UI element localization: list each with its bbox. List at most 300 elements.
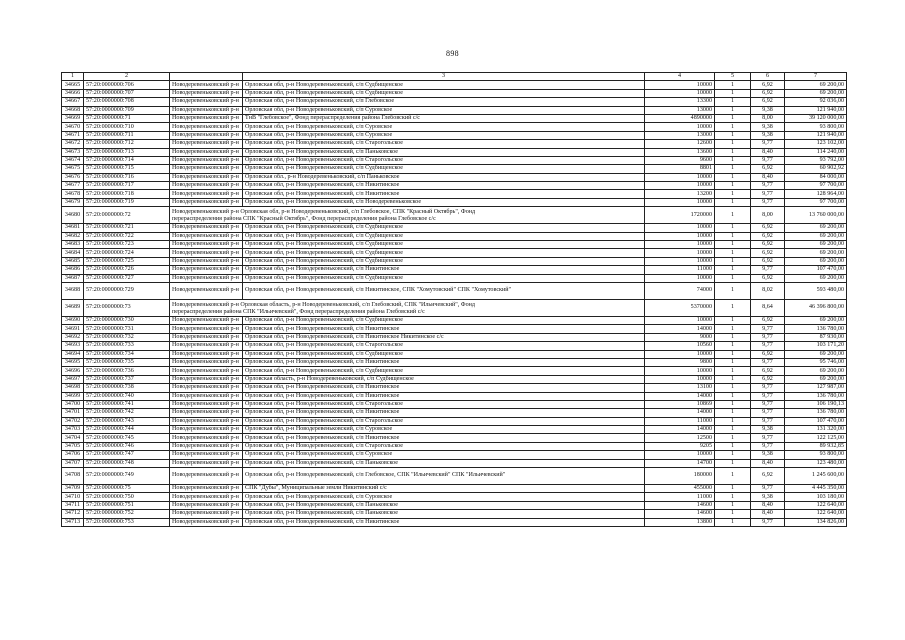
rate-cell: 6,92 (751, 468, 785, 485)
area-cell: 14700 (645, 459, 715, 467)
rate-cell: 9,38 (751, 426, 785, 434)
address-cell: Орловская область, р-н Новодеревеньковский, с/п Судбищенское (243, 375, 645, 383)
table-row (62, 392, 847, 400)
share-cell: 1 (715, 400, 751, 408)
row-number-cell: 34695 (62, 358, 84, 366)
share-cell: 1 (715, 114, 751, 122)
rate-cell: 6,92 (751, 274, 785, 282)
table-row (62, 165, 847, 173)
share-cell: 1 (715, 459, 751, 467)
area-cell: 13100 (645, 384, 715, 392)
row-number-cell: 34689 (62, 299, 84, 316)
rate-cell: 8,40 (751, 148, 785, 156)
share-cell: 1 (715, 384, 751, 392)
table-row (62, 325, 847, 333)
rate-cell: 9,77 (751, 409, 785, 417)
rate-cell: 9,77 (751, 266, 785, 274)
cadastral-number-cell: 57:20:0000000:740 (84, 392, 170, 400)
rate-cell: 9,38 (751, 131, 785, 139)
district-name-cell: Новодеревеньковский р-н (170, 316, 243, 324)
address-cell: Орловская обл, р-н Новодеревеньковский, с/п Суровское (243, 106, 645, 114)
rate-cell: 9,38 (751, 123, 785, 131)
district-name-cell: Новодеревеньковский р-н (170, 510, 243, 518)
cadastral-number-cell: 57:20:0000000:738 (84, 384, 170, 392)
address-cell: Орловская обл, р-н Новодеревеньковский, с/п Никитинское (243, 518, 645, 526)
rate-cell: 6,92 (751, 316, 785, 324)
area-cell: 1720000 (645, 207, 715, 224)
address-cell: Орловская обл, р-н Новодеревеньковский, с/п Судбищенское (243, 224, 645, 232)
row-number-cell: 34697 (62, 375, 84, 383)
area-cell: 14000 (645, 426, 715, 434)
cadastral-number-cell: 57:20:0000000:708 (84, 98, 170, 106)
row-number-cell: 34676 (62, 173, 84, 181)
row-number-cell: 34678 (62, 190, 84, 198)
cadastral-value-cell: 60 902,92 (785, 165, 847, 173)
share-cell: 1 (715, 392, 751, 400)
cadastral-number-cell: 57:20:0000000:745 (84, 434, 170, 442)
area-cell: 13600 (645, 148, 715, 156)
share-cell: 1 (715, 510, 751, 518)
share-cell: 1 (715, 241, 751, 249)
table-row (62, 367, 847, 375)
table-row (62, 257, 847, 265)
share-cell: 1 (715, 325, 751, 333)
cadastral-value-cell: 131 320,00 (785, 426, 847, 434)
cadastral-value-cell: 87 930,00 (785, 333, 847, 341)
cadastral-value-cell: 106 190,13 (785, 400, 847, 408)
row-number-cell: 34667 (62, 98, 84, 106)
share-cell: 1 (715, 282, 751, 299)
cadastral-value-cell: 69 200,00 (785, 257, 847, 265)
district-name-cell: Новодеревеньковский р-н (170, 232, 243, 240)
area-cell: 10000 (645, 451, 715, 459)
cadastral-value-cell: 95 746,00 (785, 358, 847, 366)
share-cell: 1 (715, 123, 751, 131)
rate-cell: 6,92 (751, 165, 785, 173)
cadastral-number-cell: 57:20:0000000:717 (84, 182, 170, 190)
cadastral-number-cell: 57:20:0000000:731 (84, 325, 170, 333)
district-name-cell: Новодеревеньковский р-н (170, 190, 243, 198)
cadastral-value-cell: 93 800,00 (785, 451, 847, 459)
address-cell: Орловская обл, р-н Новодеревеньковский, с/п Глебовское (243, 98, 645, 106)
district-name-cell (170, 207, 645, 224)
cadastral-value-cell: 136 780,00 (785, 392, 847, 400)
area-cell: 4890000 (645, 114, 715, 122)
area-cell: 10000 (645, 198, 715, 206)
share-cell: 1 (715, 451, 751, 459)
rate-cell: 9,77 (751, 325, 785, 333)
address-cell: Орловская обл, р-н Новодеревеньковский, с/п Суровское (243, 451, 645, 459)
column-header: 7 (785, 73, 847, 81)
area-cell: 9800 (645, 358, 715, 366)
table-row (62, 350, 847, 358)
district-name-cell: Новодеревеньковский р-н (170, 501, 243, 509)
rate-cell: 9,77 (751, 156, 785, 164)
share-cell: 1 (715, 426, 751, 434)
area-cell: 12500 (645, 434, 715, 442)
table-row (62, 81, 847, 89)
address-cell: Орловская обл, р-н Новодеревеньковский, с/п Судбищенское (243, 249, 645, 257)
row-number-cell: 34710 (62, 493, 84, 501)
cadastral-number-cell: 57:20:0000000:748 (84, 459, 170, 467)
rate-cell: 6,92 (751, 375, 785, 383)
cadastral-number-cell: 57:20:0000000:741 (84, 400, 170, 408)
address-cell: Орловская обл, р-н Новодеревеньковский, с/п Старогольское (243, 156, 645, 164)
district-name-cell: Новодеревеньковский р-н (170, 459, 243, 467)
share-cell: 1 (715, 417, 751, 425)
table-row (62, 190, 847, 198)
row-number-cell: 34680 (62, 207, 84, 224)
area-cell: 74000 (645, 282, 715, 299)
address-cell: Орловская обл, р-н Новодеревеньковский, с/п Паньковское (243, 510, 645, 518)
table-row (62, 274, 847, 282)
district-name-cell: Новодеревеньковский р-н (170, 384, 243, 392)
row-number-cell: 34692 (62, 333, 84, 341)
cadastral-value-cell: 69 200,00 (785, 350, 847, 358)
cadastral-value-cell: 93 792,00 (785, 156, 847, 164)
table-row (62, 224, 847, 232)
address-cell: Орловская обл, р-н Новодеревеньковский, с/п Старогольское (243, 140, 645, 148)
share-cell: 1 (715, 98, 751, 106)
cadastral-number-cell: 57:20:0000000:736 (84, 367, 170, 375)
cadastral-number-cell: 57:20:0000000:735 (84, 358, 170, 366)
cadastral-number-cell: 57:20:0000000:715 (84, 165, 170, 173)
rate-cell: 6,92 (751, 224, 785, 232)
cadastral-value-cell: 97 700,00 (785, 182, 847, 190)
cadastral-number-cell: 57:20:0000000:743 (84, 417, 170, 425)
rate-cell: 6,92 (751, 241, 785, 249)
cadastral-number-cell: 57:20:0000000:734 (84, 350, 170, 358)
cadastral-value-cell: 122 640,00 (785, 510, 847, 518)
district-name-cell: Новодеревеньковский р-н (170, 468, 243, 485)
cadastral-value-cell: 1 245 600,00 (785, 468, 847, 485)
cadastral-number-cell: 57:20:0000000:721 (84, 224, 170, 232)
address-cell: Орловская обл, р-н Новодеревеньковский, с/п Паньковское (243, 501, 645, 509)
share-cell: 1 (715, 89, 751, 97)
row-number-cell: 34666 (62, 89, 84, 97)
area-cell: 12600 (645, 140, 715, 148)
address-cell: Орловская обл, р-н Новодеревеньковский, с/п Никитинское (243, 325, 645, 333)
area-cell: 11000 (645, 417, 715, 425)
cadastral-value-cell: 97 700,00 (785, 198, 847, 206)
table-row (62, 232, 847, 240)
address-cell: Орловская обл, р-н Новодеревеньковский, с/п Глебовское, СПК "Ильичевский" СПК "Ильичевский" (243, 468, 645, 485)
rate-cell: 9,77 (751, 518, 785, 526)
cadastral-value-cell: 69 200,00 (785, 224, 847, 232)
district-name-cell: Новодеревеньковский р-н (170, 98, 243, 106)
cadastral-value-cell: 123 102,00 (785, 140, 847, 148)
column-header: 3 (243, 73, 645, 81)
address-cell: Орловская обл, р-н Новодеревеньковский, с/п Судбищенское (243, 274, 645, 282)
area-cell: 9600 (645, 156, 715, 164)
area-cell: 14600 (645, 510, 715, 518)
address-cell: Орловская обл, р-н Новодеревеньковский, с/п Паньковское (243, 459, 645, 467)
cadastral-number-cell: 57:20:0000000:710 (84, 123, 170, 131)
cadastral-number-cell: 57:20:0000000:730 (84, 316, 170, 324)
share-cell: 1 (715, 350, 751, 358)
table-header-row (62, 73, 847, 81)
district-name: Новодеревеньковский р-н (172, 208, 239, 215)
share-cell: 1 (715, 375, 751, 383)
cadastral-value-cell: 122 640,00 (785, 501, 847, 509)
cadastral-number-cell: 57:20:0000000:719 (84, 198, 170, 206)
rate-cell: 9,77 (751, 198, 785, 206)
share-cell: 1 (715, 81, 751, 89)
cadastral-value-cell: 114 240,00 (785, 148, 847, 156)
share-cell: 1 (715, 434, 751, 442)
rate-cell: 8,64 (751, 299, 785, 316)
address-cell: Орловская обл, р-н Новодеревеньковский, с/п Судбищенское (243, 89, 645, 97)
district-name-cell: Новодеревеньковский р-н (170, 249, 243, 257)
cadastral-value-cell: 128 964,00 (785, 190, 847, 198)
cadastral-value-cell: 13 760 000,00 (785, 207, 847, 224)
share-cell: 1 (715, 106, 751, 114)
table-row (62, 417, 847, 425)
row-number-cell: 34673 (62, 148, 84, 156)
share-cell: 1 (715, 165, 751, 173)
share-cell: 1 (715, 224, 751, 232)
cadastral-number-cell: 57:20:0000000:706 (84, 81, 170, 89)
district-name-cell: Новодеревеньковский р-н (170, 442, 243, 450)
rate-cell: 6,92 (751, 350, 785, 358)
cadastral-value-cell: 69 200,00 (785, 81, 847, 89)
table-row (62, 384, 847, 392)
share-cell: 1 (715, 333, 751, 341)
address-continuation: перераспределения района СПК "Ильичевский", Фонд перераспределения района Глебовский с/с (172, 308, 425, 315)
share-cell: 1 (715, 190, 751, 198)
district-name-cell: Новодеревеньковский р-н (170, 165, 243, 173)
cadastral-value-cell: 69 200,00 (785, 367, 847, 375)
cadastral-value-cell: 93 800,00 (785, 123, 847, 131)
district-name-cell: Новодеревеньковский р-н (170, 148, 243, 156)
table-row (62, 468, 847, 485)
cadastral-number-cell: 57:20:0000000:752 (84, 510, 170, 518)
area-cell: 10000 (645, 274, 715, 282)
address-cell: Орловская обл, р-н Новодеревеньковский, с/п Судбищенское (243, 350, 645, 358)
address-cell: Орловская обл, р-н Новодеревеньковский, с/п Судбищенское (243, 241, 645, 249)
address-cell: Орловская обл, р-н Новодеревеньковский, с/п Никитинское (243, 358, 645, 366)
cadastral-value-cell: 122 125,00 (785, 434, 847, 442)
district-name-cell: Новодеревеньковский р-н (170, 224, 243, 232)
rate-cell: 9,38 (751, 106, 785, 114)
table-row (62, 299, 847, 316)
table-row (62, 434, 847, 442)
area-cell: 10000 (645, 249, 715, 257)
row-number-cell: 34674 (62, 156, 84, 164)
cadastral-value-cell: 69 200,00 (785, 249, 847, 257)
cadastral-value-cell: 69 200,00 (785, 89, 847, 97)
rate-cell: 9,77 (751, 392, 785, 400)
cadastral-value-cell: 107 470,00 (785, 266, 847, 274)
table-row (62, 98, 847, 106)
row-number-cell: 34686 (62, 266, 84, 274)
area-cell: 9205 (645, 442, 715, 450)
cadastral-number-cell: 57:20:0000000:73 (84, 299, 170, 316)
rate-cell: 9,77 (751, 358, 785, 366)
table-row (62, 106, 847, 114)
share-cell: 1 (715, 257, 751, 265)
share-cell: 1 (715, 266, 751, 274)
cadastral-number-cell: 57:20:0000000:71 (84, 114, 170, 122)
share-cell: 1 (715, 358, 751, 366)
table-row (62, 501, 847, 509)
rate-cell: 9,77 (751, 140, 785, 148)
area-cell: 9000 (645, 333, 715, 341)
area-cell: 10000 (645, 81, 715, 89)
row-number-cell: 34690 (62, 316, 84, 324)
district-name-cell: Новодеревеньковский р-н (170, 400, 243, 408)
cadastral-value-cell: 107 470,00 (785, 417, 847, 425)
column-header: 6 (751, 73, 785, 81)
rate-cell: 9,77 (751, 384, 785, 392)
district-name-cell: Новодеревеньковский р-н (170, 409, 243, 417)
district-name-cell: Новодеревеньковский р-н (170, 156, 243, 164)
share-cell: 1 (715, 442, 751, 450)
cadastral-number-cell: 57:20:0000000:716 (84, 173, 170, 181)
district-name-cell: Новодеревеньковский р-н (170, 493, 243, 501)
share-cell: 1 (715, 485, 751, 493)
share-cell: 1 (715, 207, 751, 224)
row-number-cell: 34665 (62, 81, 84, 89)
table-row (62, 123, 847, 131)
district-name-cell: Новодеревеньковский р-н (170, 417, 243, 425)
row-number-cell: 34684 (62, 249, 84, 257)
table-row (62, 316, 847, 324)
table-row (62, 266, 847, 274)
table-row (62, 182, 847, 190)
cadastral-number-cell: 57:20:0000000:72 (84, 207, 170, 224)
table-row (62, 249, 847, 257)
address-cell: Орловская обл, р-н Новодеревеньковский, с/п Никитинское (243, 266, 645, 274)
row-number-cell: 34691 (62, 325, 84, 333)
table-row (62, 207, 847, 224)
column-header: 1 (62, 73, 84, 81)
page-number: 898 (446, 49, 459, 58)
share-cell: 1 (715, 198, 751, 206)
rate-cell: 8,02 (751, 282, 785, 299)
cadastral-value-cell: 89 932,85 (785, 442, 847, 450)
cadastral-number-cell: 57:20:0000000:712 (84, 140, 170, 148)
district-name-cell: Новодеревеньковский р-н (170, 342, 243, 350)
area-cell: 11000 (645, 493, 715, 501)
share-cell: 1 (715, 367, 751, 375)
address-cell: Орловская обл, р-н Новодеревеньковский, с/п Никитинское (243, 182, 645, 190)
district-name-cell: Новодеревеньковский р-н (170, 173, 243, 181)
rate-cell: 6,92 (751, 257, 785, 265)
area-cell: 10000 (645, 241, 715, 249)
cadastral-value-cell: 123 480,00 (785, 459, 847, 467)
area-cell: 14000 (645, 392, 715, 400)
row-number-cell: 34681 (62, 224, 84, 232)
cadastral-number-cell: 57:20:0000000:744 (84, 426, 170, 434)
table-row (62, 140, 847, 148)
rate-cell: 9,77 (751, 485, 785, 493)
district-name-cell: Новодеревеньковский р-н (170, 350, 243, 358)
share-cell: 1 (715, 148, 751, 156)
cadastral-number-cell: 57:20:0000000:751 (84, 501, 170, 509)
area-cell: 455000 (645, 485, 715, 493)
district-name-cell: Новодеревеньковский р-н (170, 131, 243, 139)
share-cell: 1 (715, 299, 751, 316)
row-number-cell: 34682 (62, 232, 84, 240)
cadastral-number-cell: 57:20:0000000:724 (84, 249, 170, 257)
cadastral-value-cell: 39 120 000,00 (785, 114, 847, 122)
column-header: 2 (84, 73, 170, 81)
rate-cell: 6,92 (751, 367, 785, 375)
cadastral-number-cell: 57:20:0000000:732 (84, 333, 170, 341)
rate-cell: 9,77 (751, 182, 785, 190)
table-row (62, 342, 847, 350)
row-number-cell: 34701 (62, 409, 84, 417)
district-name-cell: Новодеревеньковский р-н (170, 426, 243, 434)
cadastral-value-cell: 593 480,00 (785, 282, 847, 299)
area-cell: 10000 (645, 257, 715, 265)
table-row (62, 409, 847, 417)
cadastral-number-cell: 57:20:0000000:711 (84, 131, 170, 139)
rate-cell: 9,77 (751, 342, 785, 350)
row-number-cell: 34669 (62, 114, 84, 122)
table-row (62, 173, 847, 181)
rate-cell: 9,38 (751, 451, 785, 459)
rate-cell: 9,77 (751, 400, 785, 408)
district-name-cell: Новодеревеньковский р-н (170, 106, 243, 114)
cadastral-value-cell: 69 200,00 (785, 274, 847, 282)
area-cell: 10560 (645, 342, 715, 350)
table-row (62, 282, 847, 299)
table-row (62, 510, 847, 518)
cadastral-value-cell: 46 396 800,00 (785, 299, 847, 316)
rate-cell: 6,92 (751, 232, 785, 240)
cadastral-number-cell: 57:20:0000000:722 (84, 232, 170, 240)
row-number-cell: 34672 (62, 140, 84, 148)
address-cell: Орловская обл, р-н Новодеревеньковский, с/п Никитинское (243, 190, 645, 198)
share-cell: 1 (715, 409, 751, 417)
cadastral-value-cell: 134 826,00 (785, 518, 847, 526)
cadastral-value-cell: 136 780,00 (785, 409, 847, 417)
area-cell: 5370000 (645, 299, 715, 316)
row-number-cell: 34709 (62, 485, 84, 493)
address-cell: СПК "Дубы", Муниципальные земли Никитинский с/с (243, 485, 645, 493)
rate-cell: 8,00 (751, 114, 785, 122)
rate-cell: 9,77 (751, 417, 785, 425)
row-number-cell: 34679 (62, 198, 84, 206)
share-cell: 1 (715, 493, 751, 501)
district-name-cell: Новодеревеньковский р-н (170, 518, 243, 526)
area-cell: 11000 (645, 266, 715, 274)
cadastral-value-cell: 103 171,20 (785, 342, 847, 350)
address-cell: Орловская обл, р-н Новодеревеньковский, с/п Суровское (243, 131, 645, 139)
cadastral-value-cell: 84 000,00 (785, 173, 847, 181)
table-row (62, 156, 847, 164)
area-cell: 10000 (645, 316, 715, 324)
row-number-cell: 34702 (62, 417, 84, 425)
cadastral-number-cell: 57:20:0000000:737 (84, 375, 170, 383)
address-cell: Орловская обл, р-н Новодеревеньковский, с/п Старогольское (243, 342, 645, 350)
area-cell: 14000 (645, 325, 715, 333)
row-number-cell: 34711 (62, 501, 84, 509)
row-number-cell: 34694 (62, 350, 84, 358)
district-name-cell: Новодеревеньковский р-н (170, 198, 243, 206)
district-name-cell: Новодеревеньковский р-н (170, 266, 243, 274)
cadastral-number-cell: 57:20:0000000:747 (84, 451, 170, 459)
table-row (62, 241, 847, 249)
row-number-cell: 34688 (62, 282, 84, 299)
row-number-cell: 34677 (62, 182, 84, 190)
row-number-cell: 34700 (62, 400, 84, 408)
address-cell: Орловская обл, р-н Новодеревеньковский, с/п Судбищенское (243, 367, 645, 375)
row-number-cell: 34707 (62, 459, 84, 467)
cadastral-value-cell: 127 987,00 (785, 384, 847, 392)
